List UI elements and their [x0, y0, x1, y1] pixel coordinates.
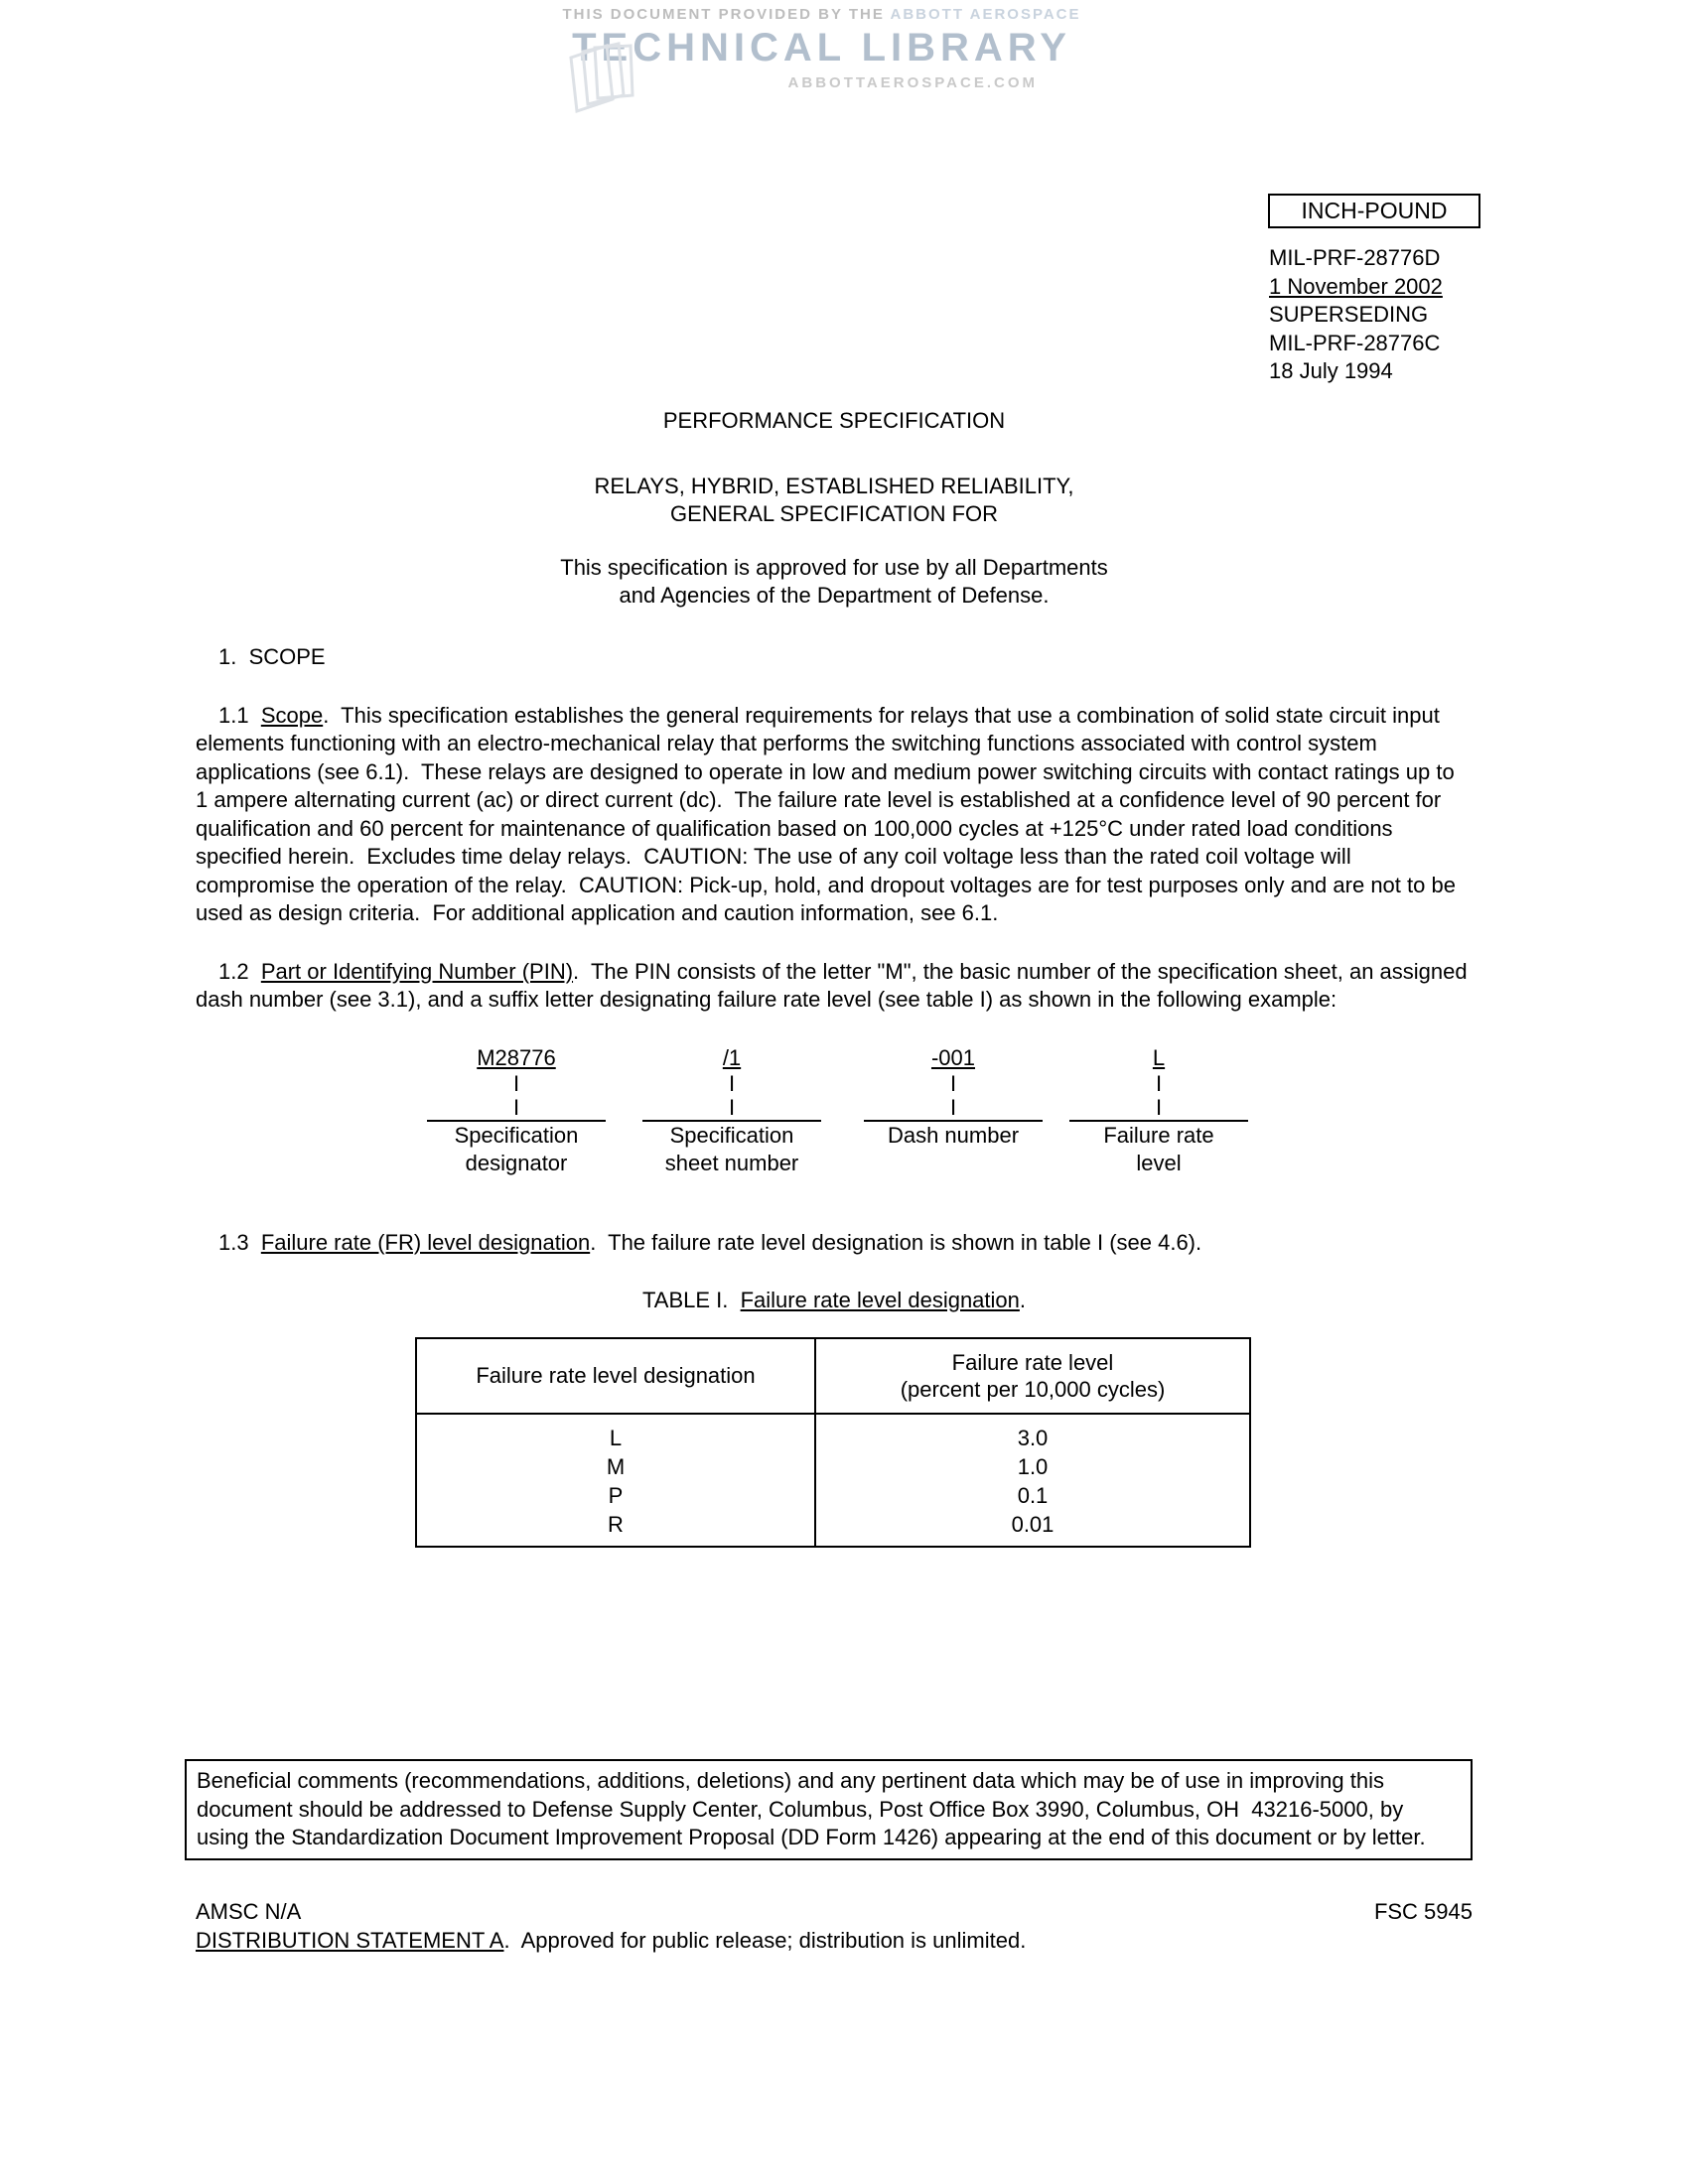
pin-segment-dash-number [854, 1044, 1053, 1150]
paragraph-1-2 [196, 958, 1473, 1015]
amsc-number: AMSC N/A [196, 1899, 302, 1924]
designation-value: R [608, 1511, 624, 1537]
table-1-title-suffix: . [1019, 1288, 1027, 1312]
level-cell [815, 1414, 1250, 1547]
pin-segment-specification-designator [417, 1044, 616, 1177]
watermark-brand-text: ABBOTT AEROSPACE [890, 6, 1081, 23]
fsc-number: FSC 5945 [1373, 1899, 1473, 1924]
paragraph-1-2-term: Part or Identifying Number (PIN) [260, 958, 574, 984]
table-header-row [416, 1338, 1250, 1414]
spec-type-title: PERFORMANCE SPECIFICATION [662, 408, 1006, 433]
pin-caption-line2: designator [465, 1150, 568, 1175]
failure-rate-table [415, 1337, 1251, 1548]
paragraph-1-2-number: 1.2 [218, 958, 261, 984]
footer-amsc-fsc-row [196, 1898, 1473, 1927]
designation-cell [416, 1414, 815, 1547]
pin-example-diagram [196, 1044, 1473, 1199]
designation-value: M [606, 1453, 626, 1479]
section-1-heading: 1. SCOPE [218, 644, 326, 669]
superseding-label: SUPERSEDING [1269, 302, 1429, 327]
superseded-doc-date: 18 July 1994 [1269, 358, 1393, 383]
distribution-statement-text: . Approved for public release; distribution is unlimited. [503, 1927, 1027, 1953]
pin-connector-bar: I [728, 1094, 736, 1120]
pin-caption-line1: Failure rate [1103, 1122, 1214, 1148]
pin-segment-specification-sheet-number [633, 1044, 831, 1177]
paragraph-1-2-text: . The PIN consists of the letter "M", the basic number of the specification sheet, an assigned dash number (see 3.1), and a suffix letter designating failure rate level (see table I) as shown in the following example: [196, 958, 1474, 1012]
level-value: 1.0 [1017, 1453, 1049, 1479]
pin-code: -001 [930, 1044, 976, 1070]
column-header-level [815, 1338, 1250, 1414]
table-1-title [196, 1287, 1473, 1315]
document-id-block [1269, 244, 1443, 386]
inch-pound-badge: INCH-POUND [1268, 194, 1480, 228]
approval-line2: and Agencies of the Department of Defense. [619, 583, 1050, 608]
watermark-provided-by-text: THIS DOCUMENT PROVIDED BY THE [562, 6, 885, 23]
paragraph-1-3-number: 1.3 [218, 1229, 261, 1255]
column-header-designation: Failure rate level designation [416, 1338, 815, 1414]
level-value: 3.0 [1017, 1425, 1049, 1450]
library-logo-icon [559, 32, 646, 123]
watermark-provided-by [551, 6, 1092, 23]
table-1-title-prefix: TABLE I. [641, 1288, 741, 1312]
watermark-library-title: TECHNICAL LIBRARY [572, 26, 1071, 69]
spec-subject-line2: GENERAL SPECIFICATION FOR [669, 501, 999, 526]
paragraph-1-1 [196, 702, 1473, 928]
title-block [196, 407, 1473, 610]
distribution-statement-label: DISTRIBUTION STATEMENT A [196, 1927, 504, 1953]
level-value: 0.1 [1017, 1482, 1049, 1508]
pin-caption-line2: level [1136, 1150, 1182, 1175]
document-body [196, 643, 1473, 1548]
pin-segment-failure-rate-level [1059, 1044, 1258, 1177]
pin-connector-bar: I [728, 1070, 736, 1096]
paragraph-1-1-text: . This specification establishes the general requirements for relays that use a combination of solid state circuit input elements functioning with an electro-mechanical relay that performs the switching functions associated with control system applications (see 6.1). These relays are designed to operate in low and medium power switching circuits with contact ratings up to 1 ampere alternating current (ac) or direct current (dc). The failure rate level is established at a confidence level of 90 percent for qualification and 60 percent for maintenance of qualification based on 100,000 cycles at +125°C under rated load conditions specified herein. Excludes time delay relays. CAUTION: The use of any coil voltage less than the rated coil voltage will compromise the operation of the relay. CAUTION: Pick-up, hold, and dropout voltages are for test purposes only and are not to be used as design criteria. For additional application and caution information, see 6.1. [196, 702, 1463, 925]
pin-caption-line2: sheet number [664, 1150, 799, 1175]
page-footer [196, 1898, 1473, 1955]
designation-value: L [609, 1425, 623, 1450]
table-body-row [416, 1414, 1250, 1547]
pin-caption-line1: Specification [669, 1122, 794, 1148]
beneficial-comments-box: Beneficial comments (recommendations, additions, deletions) and any pertinent data which may be of use in improving this document should be addressed to Defense Supply Center, Columbus, Post Office Box 3990, Columbus, OH 43216-5000, by using the Standardization Document Improvement Proposal (DD Form 1426) appearing at the end of this document or by letter. [185, 1759, 1473, 1860]
pin-connector-bar: I [512, 1094, 520, 1120]
paragraph-1-3-term: Failure rate (FR) level designation [260, 1229, 591, 1255]
library-watermark [551, 6, 1092, 91]
column-header-level-line2: (percent per 10,000 cycles) [900, 1376, 1166, 1402]
paragraph-1-1-term: Scope [260, 702, 324, 728]
level-value: 0.01 [1011, 1511, 1055, 1537]
table-1-title-term: Failure rate level designation [740, 1288, 1020, 1312]
approval-line1: This specification is approved for use by all Departments [560, 555, 1108, 580]
pin-connector-bar: I [949, 1070, 957, 1096]
superseded-doc-number: MIL-PRF-28776C [1269, 330, 1441, 355]
designation-value: P [608, 1482, 624, 1508]
pin-connector-bar: I [512, 1070, 520, 1096]
pin-code: /1 [722, 1044, 742, 1070]
paragraph-1-3 [196, 1229, 1473, 1258]
pin-code: M28776 [477, 1044, 556, 1070]
pin-caption-line1: Specification [454, 1122, 579, 1148]
pin-caption-line1: Dash number [887, 1122, 1020, 1148]
spec-subject-line1: RELAYS, HYBRID, ESTABLISHED RELIABILITY, [594, 474, 1074, 498]
pin-connector-bar: I [949, 1094, 957, 1120]
pin-connector-bar: I [1155, 1094, 1163, 1120]
doc-date: 1 November 2002 [1269, 273, 1443, 299]
pin-connector-bar: I [1155, 1070, 1163, 1096]
paragraph-1-1-number: 1.1 [218, 702, 261, 728]
paragraph-1-3-text: . The failure rate level designation is shown in table I (see 4.6). [590, 1229, 1202, 1255]
watermark-url: ABBOTTAEROSPACE.COM [787, 74, 1038, 91]
pin-code: L [1152, 1044, 1166, 1070]
column-header-level-line1: Failure rate level [951, 1349, 1114, 1375]
doc-number: MIL-PRF-28776D [1269, 245, 1441, 270]
distribution-statement [196, 1927, 1473, 1956]
